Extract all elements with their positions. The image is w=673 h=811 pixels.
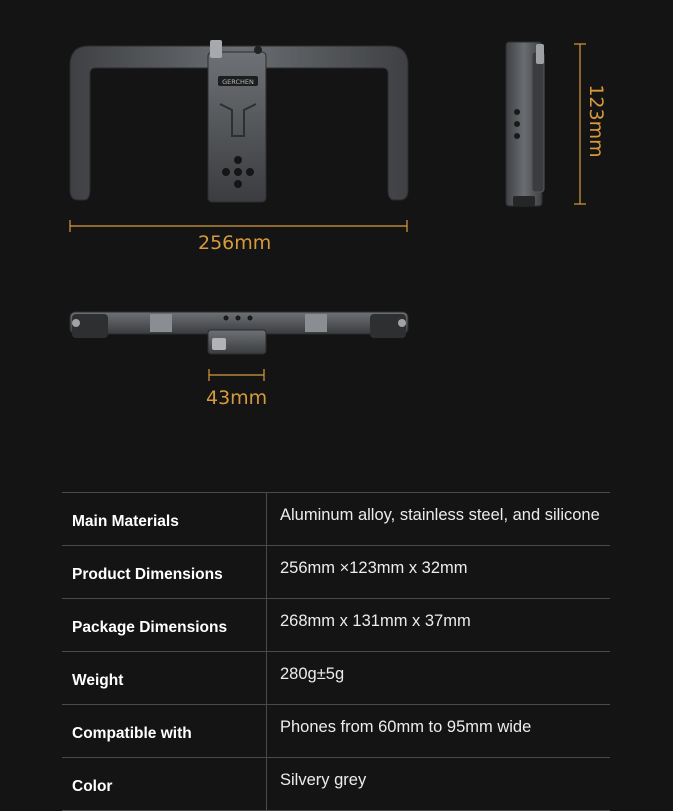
spec-row-package-dimensions (62, 599, 610, 652)
spec-value: 268mm x 131mm x 37mm (267, 599, 611, 652)
depth-dimension-label: 43mm (206, 387, 268, 409)
brand-logo: GERCHEN (222, 78, 254, 86)
depth-dimension-line (209, 369, 264, 381)
cage-front-view (70, 40, 408, 202)
spec-row-color (62, 758, 610, 811)
spec-row-main-materials (62, 493, 610, 546)
spec-label: Product Dimensions (62, 546, 267, 599)
spec-row-weight (62, 652, 610, 705)
cage-top-view (70, 312, 408, 354)
specifications-table (62, 492, 610, 811)
spec-value: 256mm ×123mm x 32mm (267, 546, 611, 599)
spec-label: Package Dimensions (62, 599, 267, 652)
spec-label: Main Materials (62, 493, 267, 546)
width-dimension-line (70, 220, 407, 232)
spec-value: Silvery grey (267, 758, 611, 811)
spec-label: Weight (62, 652, 267, 705)
spec-value: Aluminum alloy, stainless steel, and silicone (267, 493, 611, 546)
cage-side-view (506, 42, 544, 206)
spec-row-product-dimensions (62, 546, 610, 599)
width-dimension-label: 256mm (198, 232, 272, 254)
spec-value: 280g±5g (267, 652, 611, 705)
spec-value: Phones from 60mm to 95mm wide (267, 705, 611, 758)
spec-row-compatible-with (62, 705, 610, 758)
spec-label: Color (62, 758, 267, 811)
height-dimension-label: 123mm (585, 84, 607, 158)
spec-label: Compatible with (62, 705, 267, 758)
